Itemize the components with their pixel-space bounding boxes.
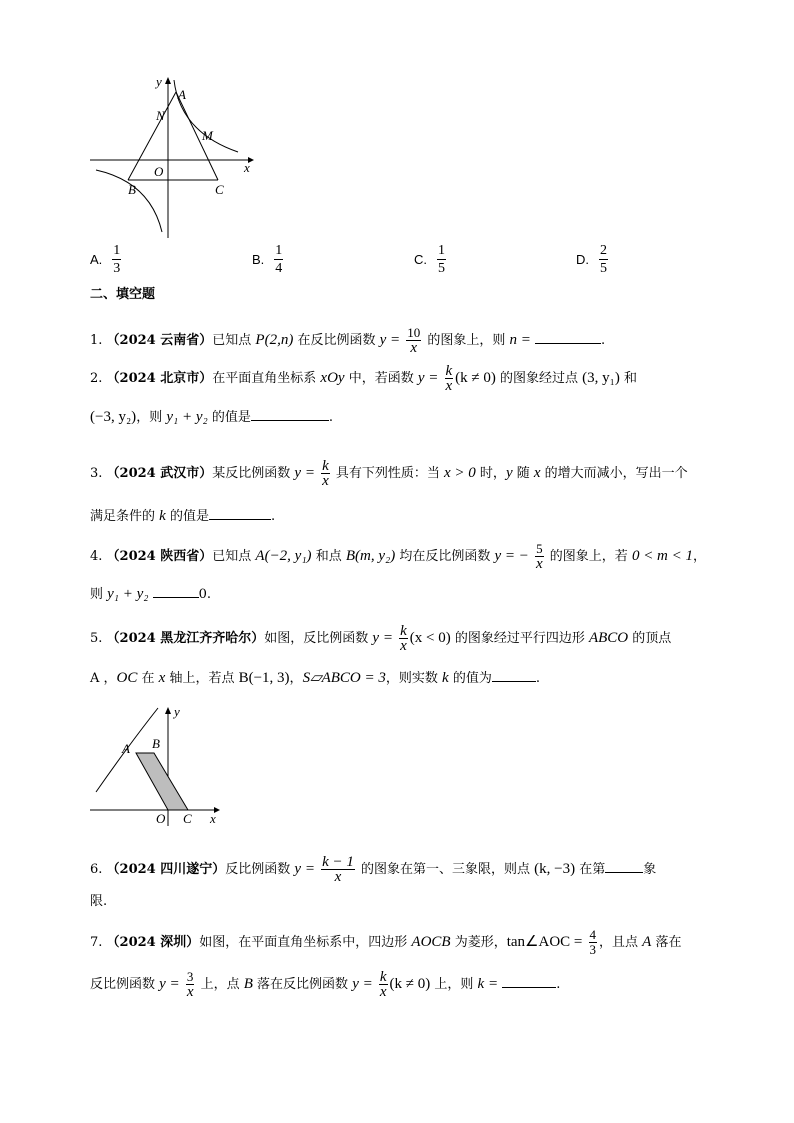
q2-cond: (k ≠ 0) [455, 370, 496, 386]
option-c-num: 1 [438, 243, 445, 258]
question-4-line-1 [90, 542, 706, 571]
q3-answer-blank[interactable] [209, 505, 271, 520]
q7-b: B [243, 976, 253, 992]
q5-den: x [400, 638, 407, 654]
q2-text-1: 在平面直角坐标系 [212, 371, 321, 386]
q4-answer-blank[interactable] [153, 583, 199, 598]
q1-text-3: 的图象上，则 [423, 333, 510, 348]
q2-y: y = [417, 370, 439, 386]
q1-end: . [601, 333, 606, 348]
q6-text-3: 在第 [575, 862, 606, 877]
q6-text-5: 限. [90, 894, 108, 909]
fig2-label-y: y [174, 704, 180, 719]
q7-num2: k [379, 969, 387, 985]
q2-source: （2024 北京市） [106, 371, 213, 386]
q2-den: x [445, 378, 453, 394]
q6-text-1: 反比例函数 [225, 862, 295, 877]
fig1-label-O: O [154, 164, 164, 179]
q5-text-2: 的图象经过平行四边形 [450, 631, 589, 646]
q5-abco: ABCO [588, 630, 629, 646]
q6-num: k − 1 [322, 854, 354, 870]
q5-cond: (x < 0) [409, 630, 451, 646]
fig2-label-O: O [156, 811, 166, 826]
q7-text-1: 如图，在平面直角坐标系中，四边形 [199, 935, 412, 950]
q7-source: （2024 深圳） [106, 935, 200, 950]
fig2-label-C: C [183, 811, 192, 826]
q2-sum: y₁ + y₂ [166, 409, 208, 425]
q7-y: y = [159, 976, 180, 992]
q7-a: A [642, 934, 652, 950]
q3-text-6: 满足条件的 [90, 509, 160, 524]
q1-text-2: 在反比例函数 [293, 333, 380, 348]
option-d-num: 2 [600, 243, 607, 258]
q7-k: k = [477, 976, 499, 992]
q3-cond: x > 0 [444, 465, 476, 481]
q4-text-1: 已知点 [212, 549, 256, 564]
q1-num: 10 [407, 325, 421, 340]
option-c-label: C. [414, 252, 427, 267]
q1-y: y = [379, 332, 401, 348]
q1-n: n = [509, 332, 531, 348]
option-a-den: 3 [113, 261, 121, 276]
q6-y: y = [294, 861, 315, 877]
q4-cond: 0 < m < 1 [631, 548, 694, 564]
q2-xoy: xOy [320, 370, 345, 386]
q7-text-8: 上，则 [430, 977, 478, 992]
q4-end: 0. [198, 587, 212, 602]
q3-number: 3. [90, 466, 103, 481]
q2-text-2: 中，若函数 [344, 371, 418, 386]
option-c[interactable] [414, 242, 448, 277]
q7-den: x [186, 984, 194, 1000]
q5-area: S▱ABCO = 3 [302, 670, 386, 686]
option-d[interactable] [576, 242, 610, 277]
fig1-label-x: x [244, 160, 250, 175]
q7-tan: tan∠AOC = [506, 934, 583, 950]
q4-point-b: B(m, y₂) [345, 548, 396, 564]
q1-number: 1. [90, 333, 103, 348]
q6-number: 6. [90, 862, 103, 877]
option-b-label: B. [252, 252, 265, 267]
question-2-line-1 [90, 364, 637, 393]
q1-den: x [410, 340, 418, 356]
fig2-label-x: x [210, 811, 216, 826]
question-5-line-2 [90, 667, 540, 689]
q5-answer-blank[interactable] [492, 667, 536, 682]
q3-num: k [322, 458, 329, 474]
q7-text-3: ，且点 [599, 935, 643, 950]
option-b-den: 4 [275, 261, 283, 276]
q4-point-a: A(−2, y₁) [255, 548, 312, 564]
q6-point: (k, −3) [534, 861, 576, 877]
fig2-label-A: A [122, 741, 130, 756]
q5-text-8: ，则实数 [385, 671, 443, 686]
q1-text-1: 已知点 [212, 333, 256, 348]
q5-y: y = [372, 630, 393, 646]
q5-oc: OC [116, 670, 138, 686]
q7-text-7: 落在反比例函数 [252, 977, 353, 992]
q6-text-2: 的图象在第一、三象限，则点 [356, 862, 535, 877]
q4-den: x [536, 556, 543, 572]
q5-point-b: B(−1, 3) [238, 670, 290, 686]
q2-answer-blank[interactable] [251, 406, 329, 421]
question-4-line-2 [90, 583, 211, 605]
q3-den: x [322, 473, 329, 489]
q5-xv: x [158, 670, 166, 686]
q5-end: . [535, 671, 540, 686]
q2-point-2: (−3, y₂) [90, 409, 137, 425]
question-5-line-1 [90, 624, 671, 653]
q5-text-3: 的顶点 [628, 631, 672, 646]
q7-text-2: 为菱形， [450, 935, 507, 950]
q5-text-9: 的值为 [448, 671, 492, 686]
option-a[interactable] [90, 242, 123, 277]
option-b-num: 1 [275, 243, 283, 258]
q5-k: k [442, 670, 449, 686]
q1-point: P(2,n) [255, 332, 294, 348]
q4-sum: y₁ + y₂ [107, 586, 149, 602]
option-a-num: 1 [113, 243, 121, 258]
question-1 [90, 326, 605, 355]
question-3-line-1 [90, 459, 688, 488]
q6-answer-blank[interactable] [605, 858, 643, 873]
q7-text-4: 落在 [651, 935, 682, 950]
q7-answer-blank[interactable] [502, 973, 556, 988]
q7-cond: (k ≠ 0) [389, 976, 431, 992]
option-c-den: 5 [438, 261, 445, 276]
q5-text-4: A ， [90, 671, 117, 686]
q1-answer-blank[interactable] [535, 329, 601, 344]
q3-text-3: 时， [475, 466, 506, 481]
fig1-label-B: B [128, 182, 136, 197]
q6-source: （2024 四川遂宁） [106, 862, 226, 877]
question-6-line-1 [90, 855, 656, 884]
q7-text-6: 上，点 [196, 977, 244, 992]
q5-number: 5. [90, 631, 103, 646]
q3-yv: y [505, 465, 513, 481]
q2-text-5: ，则 [136, 410, 167, 425]
option-a-label: A. [90, 252, 103, 267]
q4-num: 5 [536, 541, 543, 556]
q4-text-2: 和点 [311, 549, 346, 564]
q3-text-5: 的增大而减小，写出一个 [540, 466, 688, 481]
option-d-den: 5 [600, 261, 607, 276]
section-title: 二、填空题 [90, 287, 156, 302]
q4-text-6: 则 [90, 587, 108, 602]
q7-end: . [556, 977, 561, 992]
fig1-label-C: C [215, 182, 224, 197]
q1-source: （2024 云南省） [106, 333, 213, 348]
question-3-line-2 [90, 505, 275, 527]
figure-1-hyperbola-triangle [88, 72, 258, 242]
figure-2-parallelogram [88, 700, 228, 830]
q4-text-5: ， [693, 549, 707, 564]
q4-number: 4. [90, 549, 103, 564]
question-7-line-1 [90, 928, 681, 957]
fig1-label-M: M [202, 128, 213, 143]
q3-source: （2024 武汉市） [106, 466, 213, 481]
q7-text-5: 反比例函数 [90, 977, 160, 992]
q2-text-3: 的图象经过点 [495, 371, 583, 386]
q7-tan-num: 4 [589, 927, 597, 942]
q7-num: 3 [186, 969, 194, 984]
q3-text-1: 某反比例函数 [212, 466, 295, 481]
q3-text-4: 随 [512, 466, 534, 481]
q4-text-4: 的图象上，若 [545, 549, 632, 564]
q3-y: y = [294, 465, 315, 481]
q5-text-1: 如图，反比例函数 [264, 631, 373, 646]
q2-number: 2. [90, 371, 103, 386]
q6-den: x [334, 869, 342, 885]
question-6-line-2 [90, 892, 107, 912]
q2-text-6: 的值是 [207, 410, 251, 425]
q3-xv: x [533, 465, 541, 481]
q7-tan-den: 3 [589, 942, 597, 957]
option-d-label: D. [576, 252, 589, 267]
q3-text-7: 的值是 [165, 509, 209, 524]
q3-end: . [270, 509, 276, 524]
q2-num: k [445, 363, 453, 379]
q3-k: k [159, 508, 166, 524]
q5-text-7: ， [289, 671, 303, 686]
fig2-label-B: B [152, 736, 160, 751]
option-b[interactable] [252, 242, 285, 277]
q4-source: （2024 陕西省） [106, 549, 213, 564]
q4-text-3: 均在反比例函数 [395, 549, 495, 564]
q3-text-2: 具有下列性质：当 [331, 466, 445, 481]
q2-end: . [328, 410, 333, 425]
q5-text-5: 在 [137, 671, 159, 686]
q5-source: （2024 黑龙江齐齐哈尔） [106, 631, 265, 646]
q4-y: y = − [494, 548, 529, 564]
q7-aocb: AOCB [411, 934, 451, 950]
q7-number: 7. [90, 935, 103, 950]
q2-text-4: 和 [619, 371, 638, 386]
q5-text-6: 轴上，若点 [165, 671, 239, 686]
q6-text-4: 象 [643, 862, 657, 877]
q7-den2: x [379, 984, 387, 1000]
fig1-label-N: N [156, 108, 165, 123]
question-7-line-2 [90, 970, 560, 999]
q7-y2: y = [352, 976, 373, 992]
q5-num: k [400, 623, 407, 639]
fig1-label-y: y [156, 74, 162, 89]
fig1-label-A: A [178, 87, 186, 102]
q2-point-1: (3, y₁) [582, 370, 620, 386]
question-2-line-2 [90, 406, 333, 428]
